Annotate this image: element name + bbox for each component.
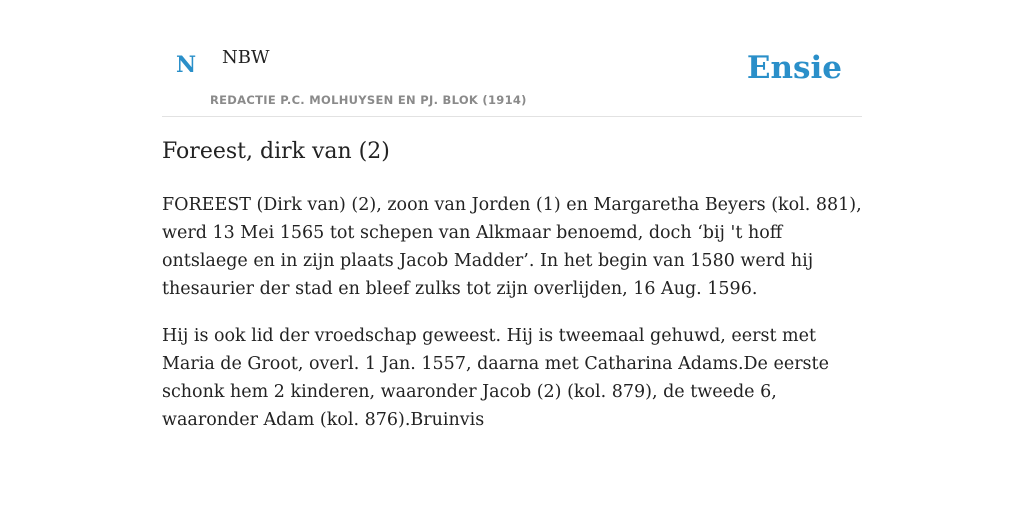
- article-paragraph: Hij is ook lid der vroedschap geweest. Hij is tweemaal gehuwd, eerst met Maria de Groot, overl. 1 Jan. 1557, daarna met Catharina Adams.De eerste schonk hem 2 kinderen, waaronder Jacob (2) (kol. 879), de tweede 6, waaronder Adam (kol. 876).Bruinvis: [162, 326, 829, 430]
- article-paragraph: FOREEST (Dirk van) (2), zoon van Jorden (1) en Margaretha Beyers (kol. 881), werd 13 Mei 1565 tot schepen van Alkmaar benoemd, doch ‘bij 't hoff ontslaege en in zijn plaats Jacob Madder’. In het begin van 1580 werd hij thesaurier der stad en bleef zulks tot zijn overlijden, 16 Aug. 1596.: [162, 195, 862, 299]
- article-body: [162, 191, 862, 453]
- article-title: Foreest, dirk van (2): [162, 139, 390, 164]
- source-logo-icon[interactable]: N: [176, 52, 197, 78]
- source-name-link[interactable]: NBW: [222, 47, 270, 68]
- source-subtitle: REDACTIE P.C. MOLHUYSEN EN PJ. BLOK (1914): [210, 93, 527, 107]
- ensie-logo-link[interactable]: Ensie: [746, 50, 842, 86]
- source-header: [162, 40, 862, 117]
